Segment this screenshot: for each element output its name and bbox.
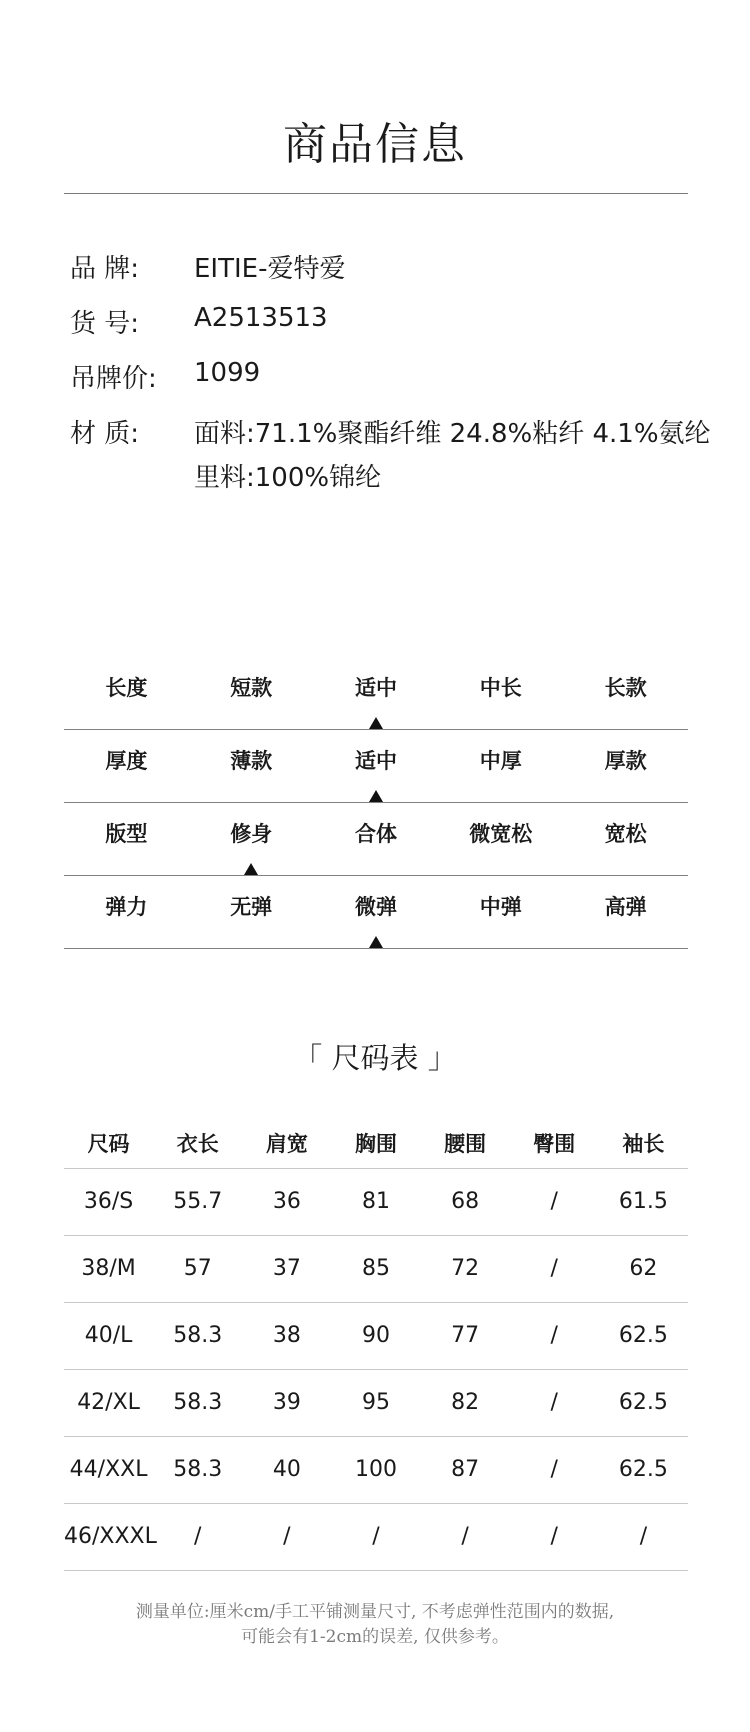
measure-cell: /: [372, 1524, 380, 1549]
measure-cell: 58.3: [173, 1323, 223, 1348]
scale-divider: [64, 729, 688, 730]
measure-cell: 87: [451, 1457, 480, 1482]
measure-cell: 58.3: [173, 1390, 223, 1415]
info-value: 1099: [194, 358, 261, 388]
scale-row: [64, 731, 688, 803]
measure-cell: /: [550, 1256, 558, 1281]
column-header: 肩宽: [265, 1132, 308, 1156]
measure-cell: 77: [451, 1323, 480, 1348]
info-label: 货 号:: [70, 309, 140, 339]
measurement-note: [0, 1600, 750, 1650]
measure-cell: 57: [183, 1256, 212, 1281]
info-value-lining: 里料:100%锦纶: [194, 463, 382, 493]
scale-label: 弹力: [105, 895, 148, 919]
table-header-row: [64, 1120, 688, 1168]
scale-option: 宽松: [604, 822, 647, 846]
column-header: 腰围: [444, 1132, 487, 1156]
table-row: [64, 1235, 688, 1302]
scale-option: 修身: [230, 822, 273, 846]
scale-option: 薄款: [230, 749, 273, 773]
scale-label: 厚度: [105, 749, 148, 773]
measure-cell: /: [193, 1524, 202, 1549]
scale-divider: [64, 802, 688, 803]
table-row: [64, 1503, 688, 1570]
title-divider: [64, 193, 688, 194]
table-row: [64, 1302, 688, 1369]
scale-row: [64, 804, 688, 876]
size-chart-title: 「 尺码表 」: [293, 1041, 457, 1075]
column-header: 尺码: [87, 1132, 130, 1156]
measure-cell: 62.5: [618, 1390, 668, 1415]
scale-divider: [64, 948, 688, 949]
scale-option: 微弹: [354, 895, 397, 919]
measure-cell: 62.5: [618, 1457, 668, 1482]
selected-marker-icon: [369, 936, 383, 948]
measure-cell: 90: [361, 1323, 390, 1348]
selected-marker-icon: [244, 863, 258, 875]
measure-cell: /: [461, 1524, 469, 1549]
size-cell: 36/S: [83, 1189, 134, 1214]
size-cell: 46/XXXL: [64, 1524, 157, 1549]
note-line-1: 测量单位:厘米cm/手工平铺测量尺寸, 不考虑弹性范围内的数据,: [135, 1602, 615, 1622]
scale-option: 厚款: [604, 749, 647, 773]
measure-cell: /: [550, 1524, 558, 1549]
table-rule: [64, 1570, 688, 1571]
measure-cell: 81: [361, 1189, 390, 1214]
scale-option: 短款: [230, 676, 273, 700]
measure-cell: 62: [629, 1256, 658, 1281]
measure-cell: 39: [272, 1390, 301, 1415]
scale-option: 无弹: [230, 895, 273, 919]
measure-cell: 38: [272, 1323, 301, 1348]
column-header: 衣长: [176, 1132, 219, 1156]
measure-cell: 36: [272, 1189, 301, 1214]
size-cell: 38/M: [81, 1256, 136, 1281]
scale-row: [64, 658, 688, 730]
scale-option: 适中: [354, 749, 397, 773]
measure-cell: 61.5: [618, 1189, 668, 1214]
table-row: [64, 1168, 688, 1235]
measure-cell: 68: [451, 1189, 480, 1214]
measure-cell: 58.3: [173, 1457, 223, 1482]
measure-cell: /: [550, 1323, 558, 1348]
scale-option: 中弹: [479, 895, 522, 919]
size-cell: 42/XL: [77, 1390, 140, 1415]
note-line-2: 可能会有1-2cm的误差, 仅供参考。: [241, 1627, 509, 1647]
page-title: 商品信息: [283, 119, 467, 170]
table-row: [64, 1436, 688, 1503]
measure-cell: /: [550, 1390, 558, 1415]
measure-cell: 40: [272, 1457, 301, 1482]
measure-cell: /: [550, 1189, 558, 1214]
measure-cell: 72: [451, 1256, 480, 1281]
selected-marker-icon: [369, 790, 383, 802]
size-cell: 40/L: [84, 1323, 133, 1348]
scale-option: 中厚: [479, 749, 522, 773]
scale-label: 版型: [105, 822, 148, 846]
scale-label: 长度: [105, 676, 148, 700]
measure-cell: 82: [451, 1390, 480, 1415]
info-value: EITIE-爱特爱: [194, 254, 346, 284]
info-label: 吊牌价:: [70, 364, 157, 394]
info-value: A2513513: [194, 303, 328, 333]
measure-cell: /: [283, 1524, 291, 1549]
scale-divider: [64, 875, 688, 876]
measure-cell: 62.5: [618, 1323, 668, 1348]
column-header: 臀围: [533, 1132, 576, 1156]
scale-option: 微宽松: [469, 822, 533, 846]
measure-cell: /: [550, 1457, 558, 1482]
scale-option: 高弹: [604, 895, 647, 919]
info-label: 品 牌:: [70, 254, 140, 284]
measure-cell: 85: [361, 1256, 390, 1281]
table-row: [64, 1369, 688, 1436]
measure-cell: /: [639, 1524, 648, 1549]
size-cell: 44/XXL: [69, 1457, 148, 1482]
measure-cell: 55.7: [173, 1189, 223, 1214]
column-header: 胸围: [354, 1132, 397, 1156]
scale-row: [64, 877, 688, 949]
measure-cell: 95: [361, 1390, 390, 1415]
measure-cell: 37: [272, 1256, 301, 1281]
selected-marker-icon: [369, 717, 383, 729]
info-value: 面料:71.1%聚酯纤维 24.8%粘纤 4.1%氨纶: [194, 419, 711, 449]
info-label: 材 质:: [70, 419, 140, 449]
scale-option: 适中: [354, 676, 397, 700]
scale-option: 中长: [479, 676, 522, 700]
scale-option: 合体: [354, 822, 397, 846]
scale-option: 长款: [604, 676, 647, 700]
column-header: 袖长: [622, 1132, 665, 1156]
measure-cell: 100: [354, 1457, 397, 1482]
